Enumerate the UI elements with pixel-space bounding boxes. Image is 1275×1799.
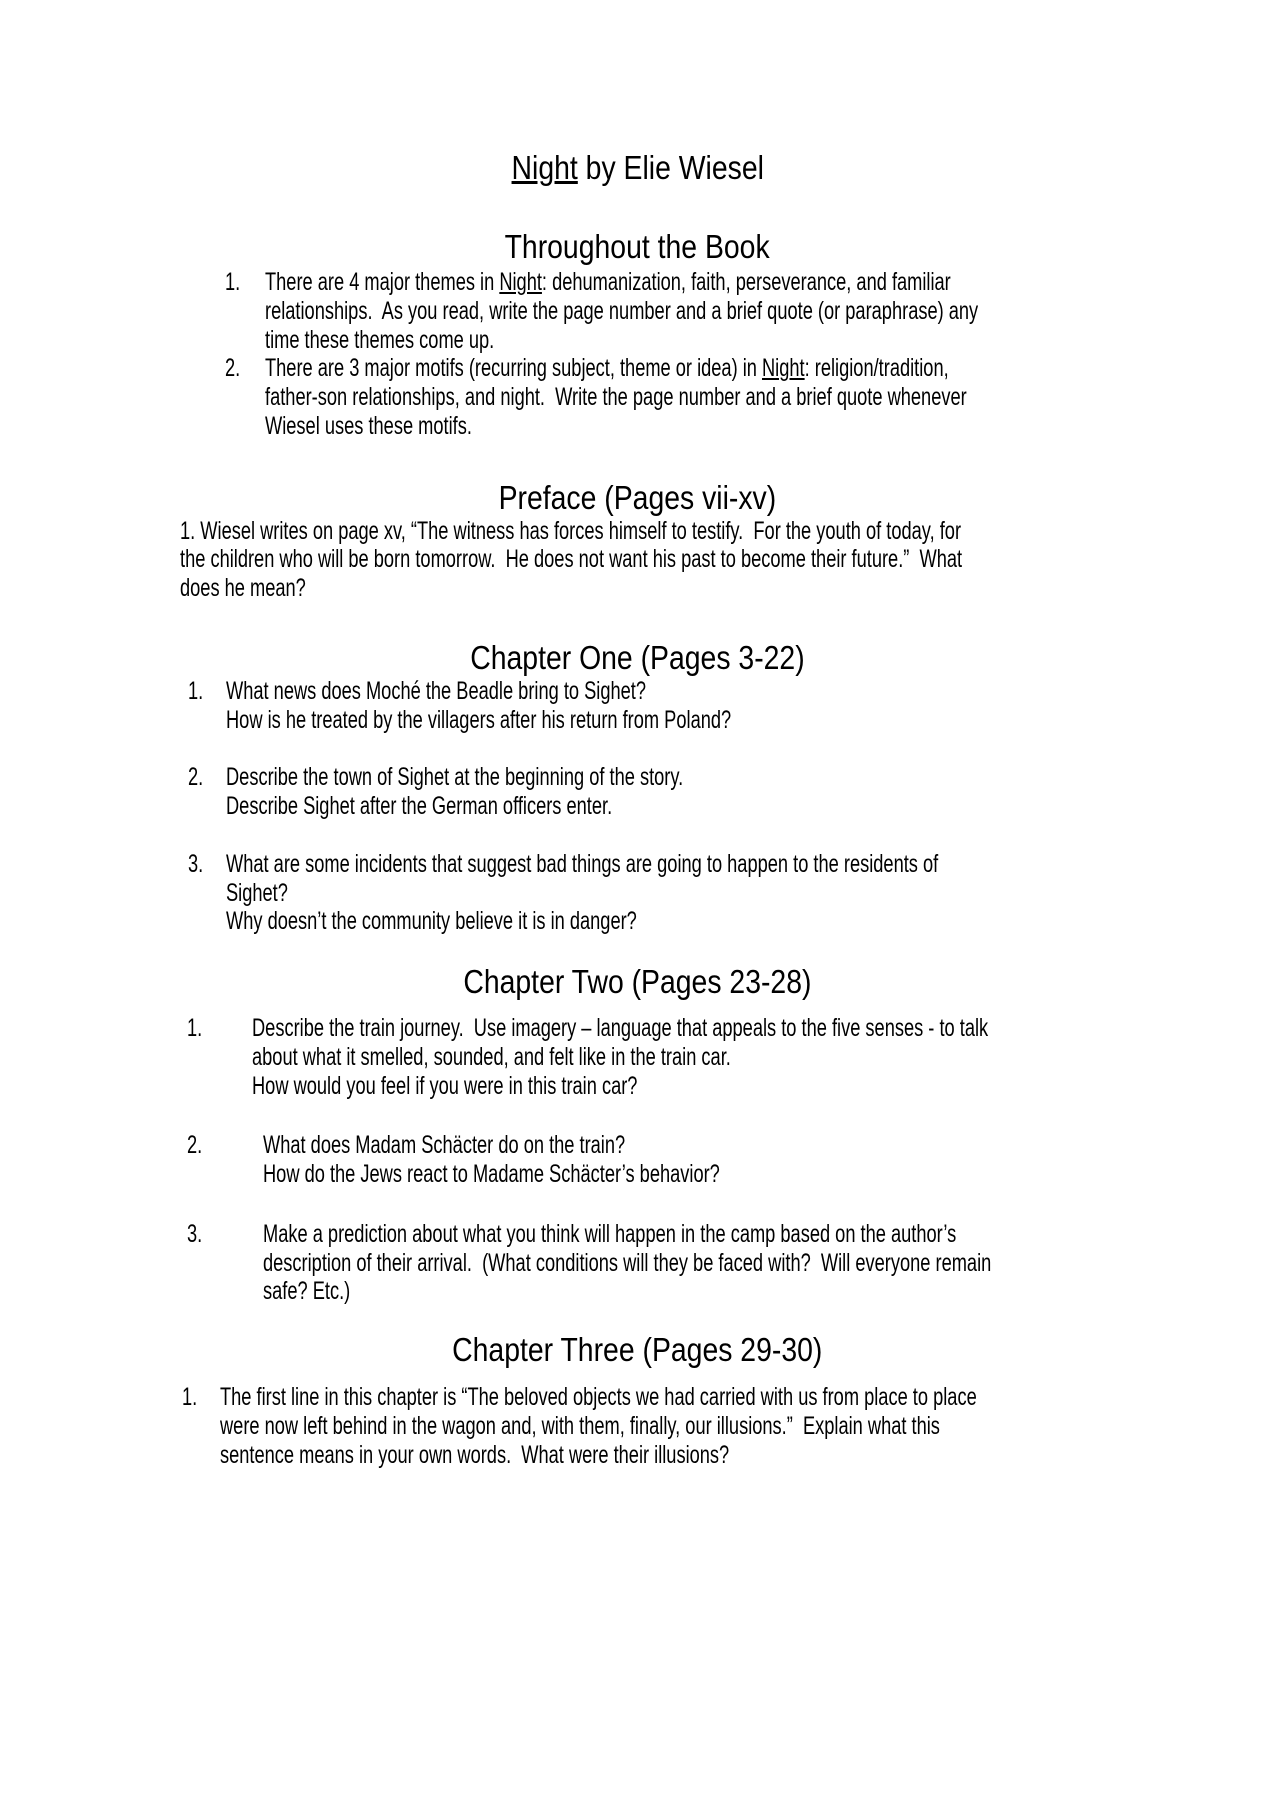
- document-title: [178, 149, 1097, 187]
- list-item-number: 2.: [187, 1131, 203, 1160]
- list-item-text: Make a prediction about what you think will happen in the camp based on the author’s description of their arrival. (What conditions will they be faced with? Will everyone remain safe? Etc.): [263, 1219, 992, 1306]
- section-heading-preface: [178, 479, 1097, 517]
- section-heading-text: Chapter One (Pages 3-22): [470, 638, 805, 676]
- document-title-text: Night by Elie Wiesel: [511, 149, 764, 186]
- list-item: [178, 850, 1097, 936]
- list-item: [178, 354, 1097, 440]
- section-heading-chapter-one: [178, 639, 1097, 677]
- list-item: [178, 1383, 1097, 1469]
- list-item-number: 2.: [225, 354, 241, 383]
- list-item: [178, 1220, 1097, 1306]
- list-item: [178, 763, 1097, 821]
- list-item: [178, 1014, 1097, 1100]
- list-item: [178, 677, 1097, 735]
- list-item-number: 2.: [188, 763, 204, 792]
- section-heading-chapter-two: [178, 963, 1097, 1001]
- list-item: [178, 268, 1097, 354]
- list-item-number: 1.: [188, 676, 204, 705]
- chapter-three-list: [178, 1383, 1097, 1469]
- list-item-number: 1.: [225, 268, 241, 296]
- list-item: [178, 1131, 1097, 1189]
- section-heading-throughout-the-book: [178, 228, 1097, 266]
- list-item-text: What news does Moché the Beadle bring to Sighet? How is he treated by the villagers after his return from Poland?: [226, 676, 732, 734]
- list-item-number: 3.: [188, 849, 204, 878]
- list-item-text: Describe the town of Sighet at the beginning of the story. Describe Sighet after the German officers enter.: [226, 763, 684, 820]
- list-item-text: There are 4 major themes in Night: dehumanization, faith, perseverance, and familiar relationships. As you read, write the page number and a brief quote (or paraphrase) any time these themes come up.: [265, 268, 979, 354]
- section-heading-text: Throughout the Book: [504, 228, 771, 265]
- list-item-number: 3.: [187, 1219, 203, 1248]
- list-item-number: 1.: [182, 1383, 198, 1411]
- list-item-text: Describe the train journey. Use imagery – language that appeals to the five senses - to talk about what it smelled, sounded, and felt like in the train car. How would you feel if you were in this train car?: [252, 1014, 989, 1100]
- section-heading-text: Preface (Pages vii-xv): [498, 478, 777, 516]
- list-item-number: 1.: [187, 1014, 203, 1042]
- section-heading-chapter-three: [178, 1331, 1097, 1369]
- list-item-text: What are some incidents that suggest bad things are going to happen to the residents of Sighet? Why doesn’t the community believe it is in danger?: [226, 849, 939, 936]
- section-heading-text: Chapter Two (Pages 23-28): [463, 963, 812, 1000]
- list-item-text: What does Madam Schäcter do on the train? How do the Jews react to Madame Schäcter’s behavior?: [263, 1131, 720, 1188]
- list-item-text: There are 3 major motifs (recurring subject, theme or idea) in Night: religion/tradition, father-son relationships, and night. Write the page number and a brief quote whenever Wiesel uses these motifs.: [265, 354, 967, 440]
- throughout-the-book-list: [178, 268, 1097, 441]
- document-page: [0, 149, 1275, 1469]
- section-heading-text: Chapter Three (Pages 29-30): [452, 1331, 823, 1368]
- list-item-text: The first line in this chapter is “The beloved objects we had carried with us from place to place were now left behind in the wagon and, with them, finally, our illusions.” Explain what this sentence means in your own words. What were their illusions?: [220, 1383, 977, 1469]
- chapter-one-list: [178, 677, 1097, 936]
- preface-question: 1. Wiesel writes on page xv, “The witness has forces himself to testify. For the youth of today, for the children who will be born tomorrow. He does not want his past to become their future.” What does he mean?: [180, 516, 963, 602]
- chapter-two-list: [178, 1014, 1097, 1306]
